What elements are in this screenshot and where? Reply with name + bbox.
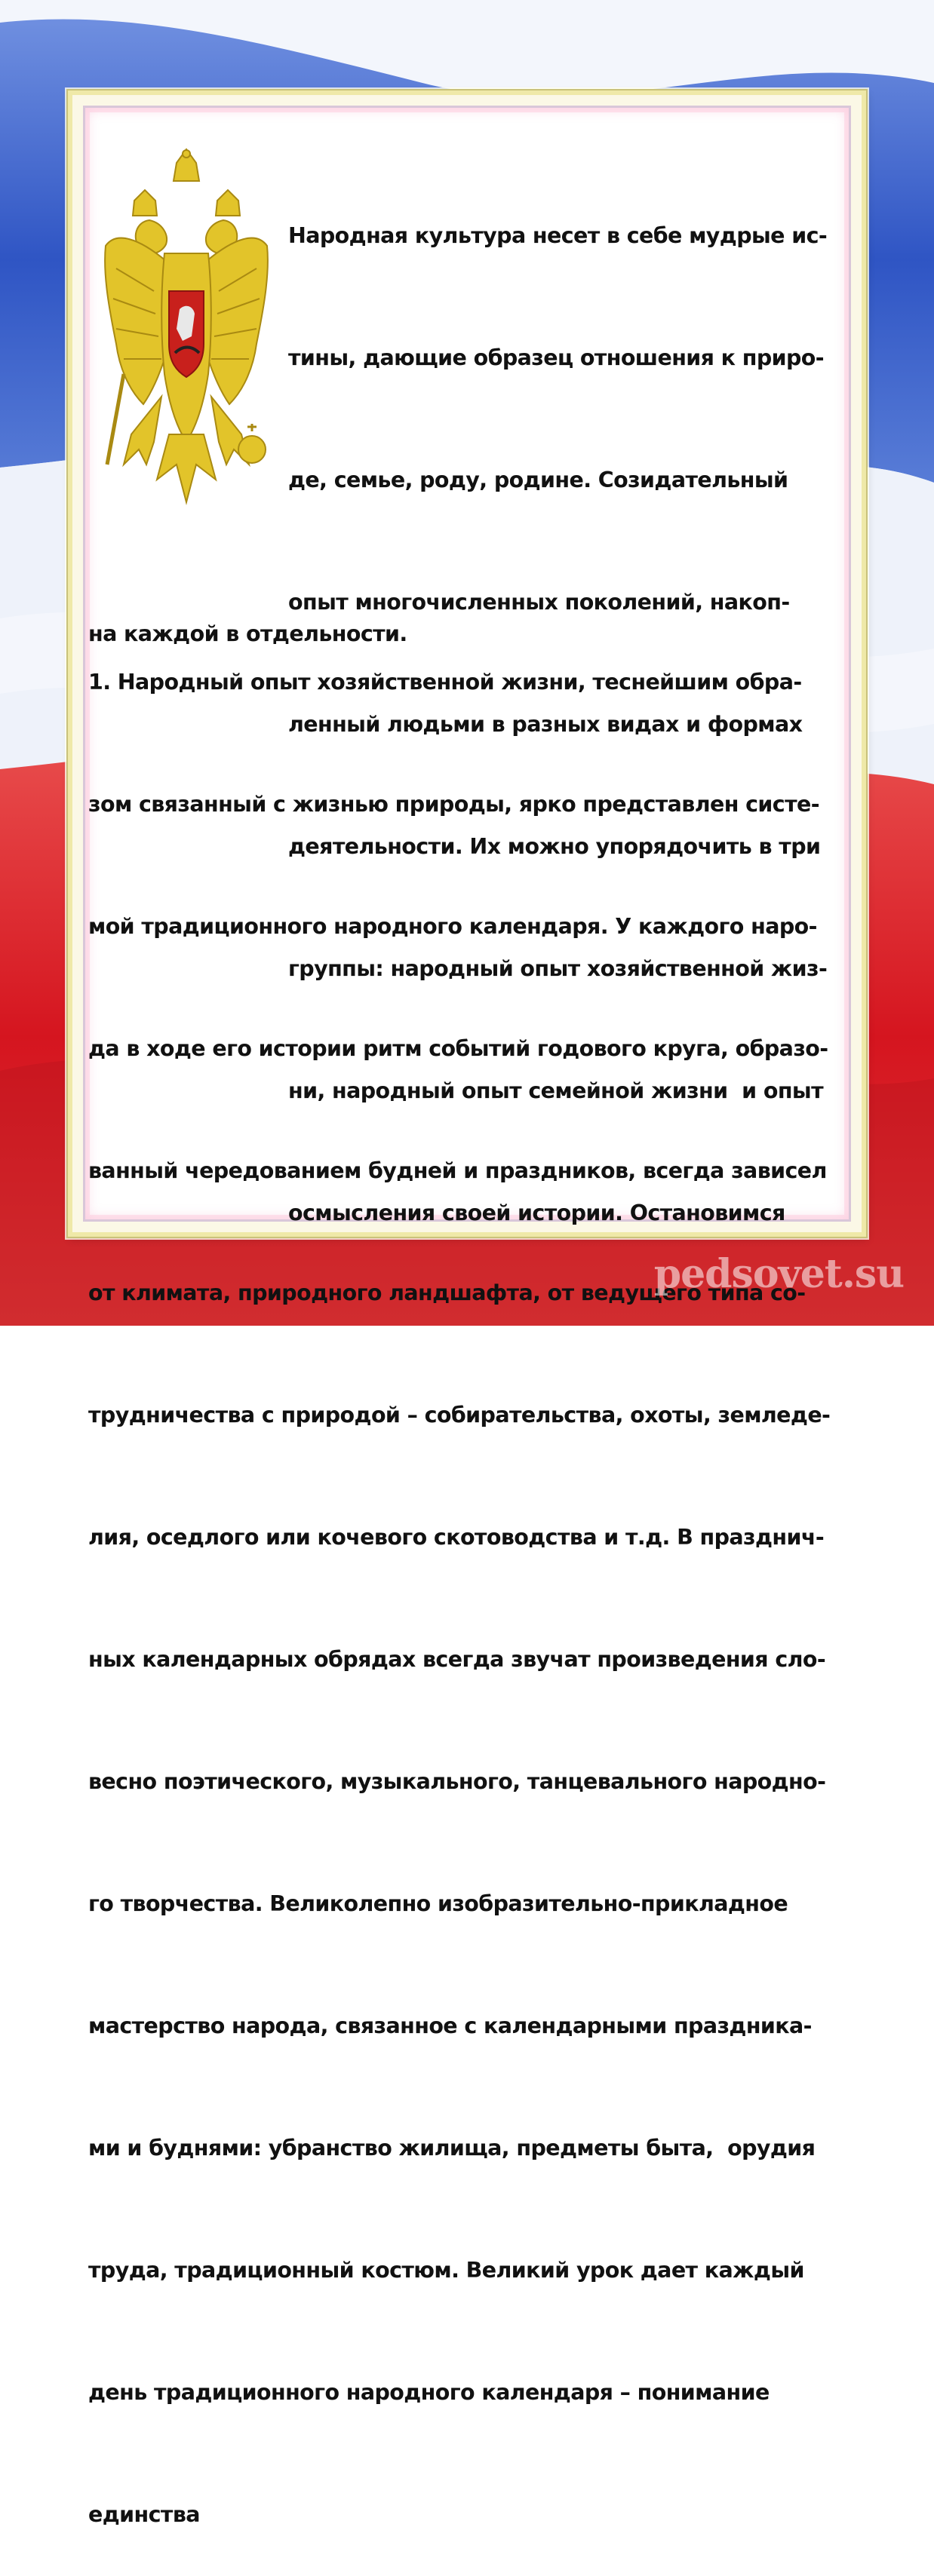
point-one-paragraph xyxy=(88,581,830,2576)
text-line: зом связанный с жизнью природы, ярко представлен систе- xyxy=(88,792,819,817)
text-line: на каждой в отдельности. xyxy=(88,621,407,646)
text-line: день традиционного народного календаря – понимание xyxy=(88,2380,770,2405)
text-line: да в ходе его истории ритм событий годового круга, образо- xyxy=(88,1036,828,1061)
text-line: трудничества с природой – собирательства, охоты, земледе- xyxy=(88,1403,831,1428)
text-line: 1. Народный опыт хозяйственной жизни, теснейшим обра- xyxy=(88,670,802,695)
text-line: от климата, природного ландшафта, от ведущего типа со- xyxy=(88,1280,806,1305)
text-line: де, семье, роду, родине. Созидательный xyxy=(288,468,788,492)
text-line: Народная культура несет в себе мудрые ис- xyxy=(288,223,828,248)
text-line: ванный чередованием будней и праздников, всегда зависел xyxy=(88,1158,827,1183)
text-line: ных календарных обрядах всегда звучат произведения сло- xyxy=(88,1647,826,1672)
text-line: тины, дающие образец отношения к приро- xyxy=(288,345,825,370)
text-line: единства xyxy=(88,2502,200,2527)
text-line: лия, оседлого или кочевого скотоводства и т.д. В празднич- xyxy=(88,1525,825,1550)
text-line: го творчества. Великолепно изобразительно-прикладное xyxy=(88,1891,788,1916)
text-line: мой традиционного народного календаря. У каждого наро- xyxy=(88,914,817,939)
text-line: ленный людьми в разных видах и формах xyxy=(288,712,803,737)
text-line: весно поэтического, музыкального, танцевального народно- xyxy=(88,1769,826,1794)
text-line: группы: народный опыт хозяйственной жиз- xyxy=(288,956,828,981)
text-line: деятельности. Их можно упорядочить в три xyxy=(288,834,821,859)
text-line: осмысления своей истории. Остановимся xyxy=(288,1201,785,1225)
text-line: ни, народный опыт семейной жизни и опыт xyxy=(288,1078,823,1103)
watermark: pedsovet.su xyxy=(653,1251,904,1297)
text-line: ми и буднями: убранство жилища, предметы быта, орудия xyxy=(88,2136,816,2160)
coat-of-arms-icon xyxy=(101,148,272,507)
text-line: мастерство народа, связанное с календарными праздника- xyxy=(88,2013,812,2038)
text-line: труда, традиционный костюм. Великий урок дает каждый xyxy=(88,2258,804,2283)
text-line: опыт многочисленных поколений, накоп- xyxy=(288,590,790,615)
